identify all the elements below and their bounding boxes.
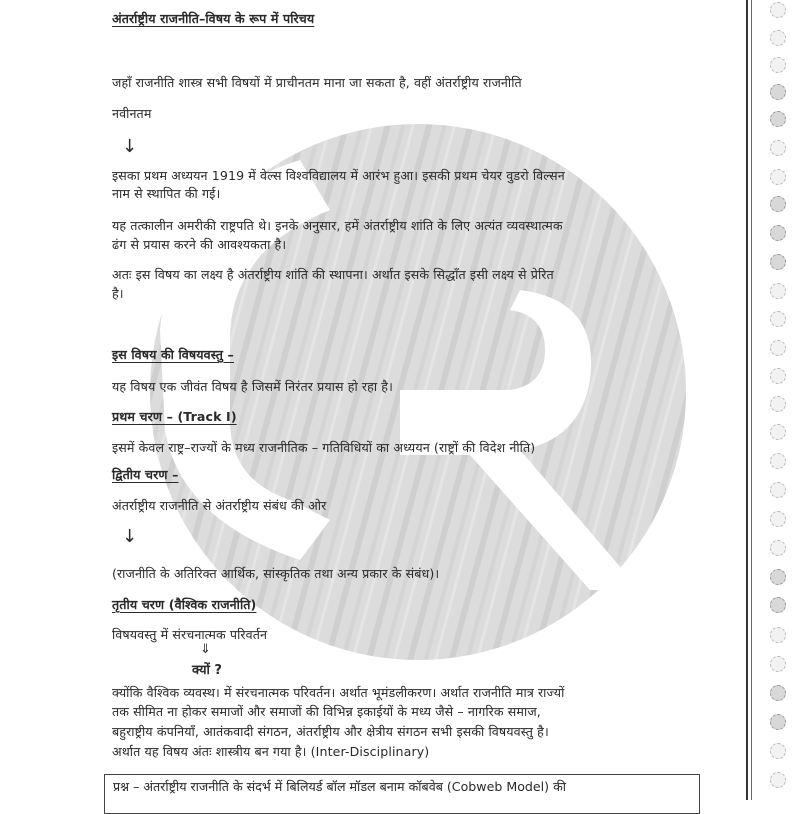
binding-hole-icon xyxy=(770,482,786,498)
binding-hole-icon xyxy=(770,283,786,299)
stage-1-text: इसमें केवल राष्ट्र–राज्यों के मध्य राजनीतिक – गतिविधियों का अध्ययन (राष्ट्रों की विदेश नीति) xyxy=(112,440,536,455)
binding-hole-icon xyxy=(770,254,786,270)
question-box xyxy=(104,774,700,814)
binding-hole-icon xyxy=(770,627,786,643)
binding-line-right xyxy=(751,0,752,800)
paragraph-3-line-1: अतः इस विषय का लक्ष्य है अंतर्राष्ट्रीय शांति की स्थापना। अर्थात इसके सिद्धाँत इसी लक्ष्य से प्रेरित xyxy=(112,267,554,282)
section-heading-content: इस विषय की विषयवस्तु – xyxy=(112,347,234,362)
binding-hole-icon xyxy=(770,743,786,759)
binding-hole-icon xyxy=(770,772,786,788)
down-arrow-icon: ↓ xyxy=(122,526,138,547)
binding-hole-icon xyxy=(770,140,786,156)
explanation-line-3: बहुराष्ट्रीय कंपनियाँ, आतंकवादी संगठन, अंतर्राष्ट्रीय और क्षेत्रीय संगठन सभी इसकी विषयवस्तु है। xyxy=(112,724,549,739)
binding-hole-icon xyxy=(770,57,786,73)
stage-2-note: (राजनीति के अतिरिक्त आर्थिक, सांस्कृतिक तथा अन्य प्रकार के संबंध)। xyxy=(112,566,440,581)
explanation-line-1: क्योंकि वैश्विक व्यवस्थ। में संरचनात्मक परिवर्तन। अर्थात भूमंडलीकरण। अर्थात राजनीति मात्र राज्यों xyxy=(112,685,565,700)
down-arrow-icon: ↓ xyxy=(122,136,138,157)
paragraph-1-line-2: नाम से स्थापित की गई। xyxy=(112,186,221,201)
binding-hole-icon xyxy=(770,340,786,356)
paragraph-2-line-2: ढंग से प्रयास करने की आवश्यकता है। xyxy=(112,237,287,252)
binding-line-left xyxy=(746,0,748,800)
binding-hole-icon xyxy=(770,597,786,613)
paragraph-1-line-1: इसका प्रथम अध्ययन 1919 में वेल्स विश्वविद्यालय में आरंभ हुआ। इसकी प्रथम चेयर वुडरो विल्सन xyxy=(112,168,565,183)
stage-3-text: विषयवस्तु में संरचनात्मक परिवर्तन xyxy=(112,627,268,642)
binding-hole-icon xyxy=(770,540,786,556)
section-heading-stage-2: द्वितीय चरण – xyxy=(112,467,179,482)
binding-hole-icon xyxy=(770,511,786,527)
binding-hole-icon xyxy=(770,368,786,384)
paragraph-3-line-2: है। xyxy=(112,286,124,301)
content-text: यह विषय एक जीवंत विषय है जिसमें निरंतर प्रयास हो रहा है। xyxy=(112,379,393,394)
stage-2-text: अंतर्राष्ट्रीय राजनीति से अंतर्राष्ट्रीय संबंध की ओर xyxy=(112,498,327,513)
binding-hole-icon xyxy=(770,685,786,701)
double-down-arrow-icon: ⇓ xyxy=(200,642,211,657)
why-label: क्यों ? xyxy=(192,663,222,678)
binding-hole-icon xyxy=(770,656,786,672)
binding-hole-icon xyxy=(770,111,786,127)
intro-text-line-1: जहाँ राजनीति शास्त्र सभी विषयों में प्राचीनतम माना जा सकता है, वहीं अंतर्राष्ट्रीय राजनीति xyxy=(112,75,522,90)
paragraph-2-line-1: यह तत्कालीन अमरीकी राष्ट्रपति थे। इनके अनुसार, हमें अंतर्राष्ट्रीय शांति के लिए अत्यंत व्यवस्थात्मक xyxy=(112,218,563,233)
binding-hole-icon xyxy=(770,714,786,730)
intro-text-line-2: नवीनतम xyxy=(112,106,152,121)
binding-hole-icon xyxy=(770,569,786,585)
explanation-line-4: अर्थात यह विषय अंतः शास्त्रीय बन गया है। (Inter-Disciplinary) xyxy=(112,744,430,759)
binding-hole-icon xyxy=(770,396,786,412)
section-heading-stage-1: प्रथम चरण – (Track I) xyxy=(112,409,237,424)
binding-hole-icon xyxy=(770,30,786,46)
page-title: अंतर्राष्ट्रीय राजनीति–विषय के रूप में परिचय xyxy=(112,11,315,26)
explanation-line-2: तक सीमित ना होकर समाजों और समाजों की विभिन्न इकाईयों के मध्य जैसे – नागरिक समाज, xyxy=(112,704,541,719)
binding-hole-icon xyxy=(770,84,786,100)
binding-hole-icon xyxy=(770,2,786,18)
question-text: प्रश्न – अंतर्राष्ट्रीय राजनीति के संदर्भ में बिलियर्ड बॉल मॉडल बनाम कॉबवेब (Cobweb Model) की xyxy=(113,779,567,794)
binding-hole-icon xyxy=(770,225,786,241)
binding-hole-icon xyxy=(770,453,786,469)
binding-hole-icon xyxy=(770,424,786,440)
binding-hole-icon xyxy=(770,169,786,185)
binding-hole-icon xyxy=(770,311,786,327)
section-heading-stage-3: तृतीय चरण (वैश्विक राजनीति) xyxy=(112,597,257,612)
binding-hole-icon xyxy=(770,196,786,212)
